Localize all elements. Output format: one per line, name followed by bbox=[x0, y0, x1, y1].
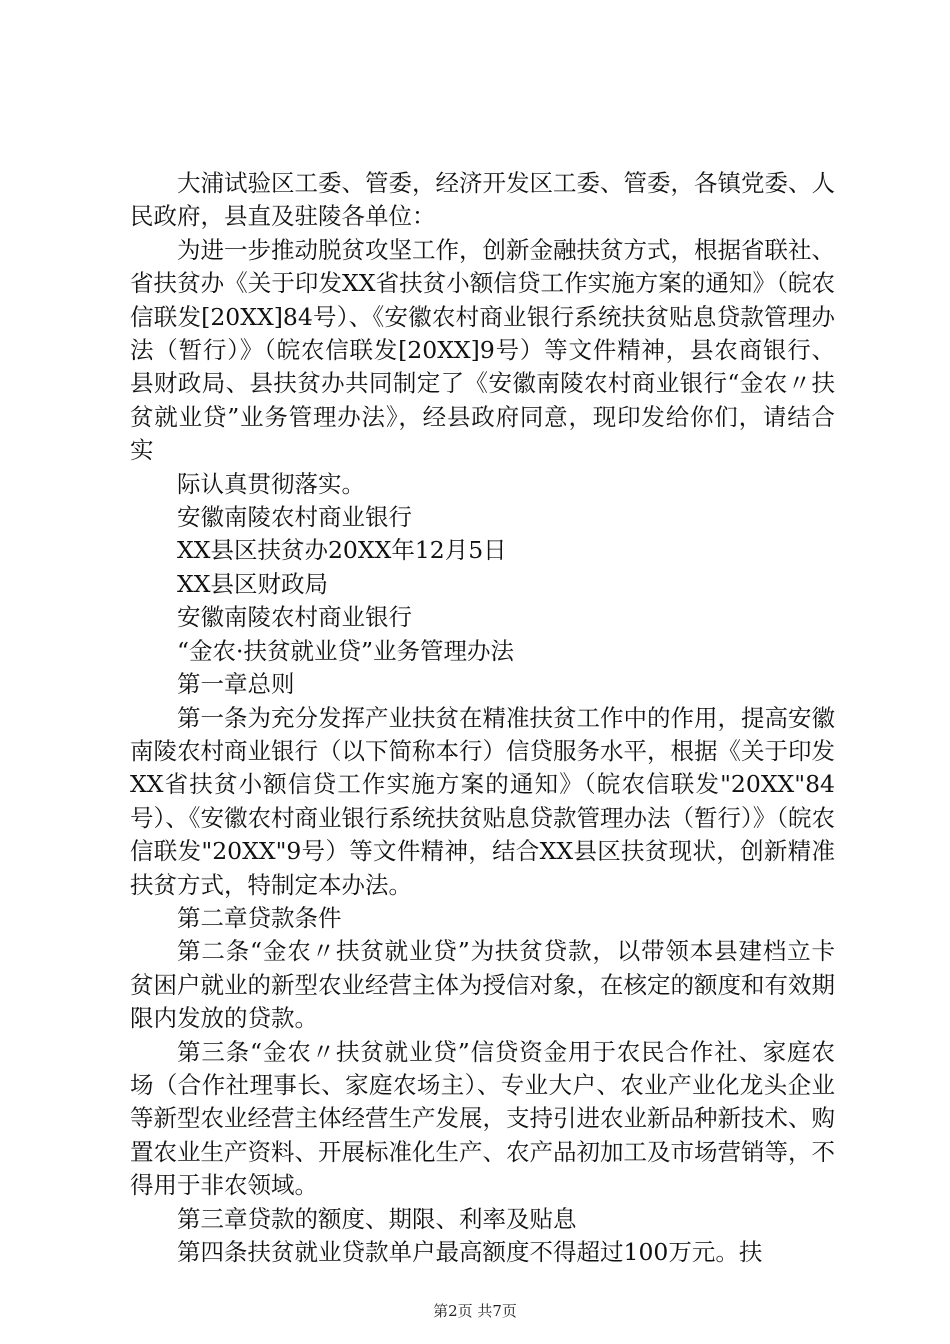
paragraph-implement: 际认真贯彻落实。 bbox=[177, 469, 365, 498]
article-paragraph: 第三条“金农〃扶贫就业贷”信贷资金用于农民合作社、家庭农场（合作社理事长、家庭农场主）、专业大户、农业产业化龙头企业等新型农业经营主体经营生产发展，支持引进农业新品种新技术、购置农业生产资料、开展标准化生产、农产品初加工及市场营销等，不得用于非农领域。 bbox=[130, 1037, 835, 1200]
article-paragraph: 第一条为充分发挥产业扶贫在精准扶贫工作中的作用，提高安徽南陵农村商业银行（以下简称本行）信贷服务水平，根据《关于印发XX省扶贫小额信贷工作实施方案的通知》（皖农信联发"20XX"84号）、《安徽农村商业银行系统扶贫贴息贷款管理办法（暂行）》（皖农信联发"20XX"9号）等文件精神，结合XX县区扶贫现状，创新精准扶贫方式，特制定本办法。 bbox=[130, 703, 835, 899]
article-paragraph: 第四条扶贫就业贷款单户最高额度不得超过100万元。扶 bbox=[177, 1238, 763, 1266]
document-title: “金农·扶贫就业贷”业务管理办法 bbox=[177, 636, 514, 665]
signature-finance-bureau: XX县区财政局 bbox=[177, 569, 328, 598]
article-paragraph: 第二条“金农〃扶贫就业贷”为扶贫贷款，以带领本县建档立卡贫困户就业的新型农业经营主体为授信对象，在核定的额度和有效期限内发放的贷款。 bbox=[130, 937, 835, 1033]
signature-poverty-office: XX县区扶贫办20XX年12月5日 bbox=[177, 536, 507, 565]
paragraph-salutation: 大浦试验区工委、管委，经济开发区工委、管委，各镇党委、人民政府，县直及驻陵各单位： bbox=[130, 169, 835, 231]
chapter-heading: 第三章贷款的额度、期限、利率及贴息 bbox=[177, 1204, 577, 1233]
document-body bbox=[130, 167, 835, 1269]
signature-bank: 安徽南陵农村商业银行 bbox=[177, 503, 412, 532]
bank-name: 安徽南陵农村商业银行 bbox=[177, 603, 412, 632]
paragraph-intro: 为进一步推动脱贫攻坚工作，创新金融扶贫方式，根据省联社、省扶贫办《关于印发XX省扶贫小额信贷工作实施方案的通知》（皖农信联发[20XX]84号）、《安徽农村商业银行系统扶贫贴息贷款管理办法（暂行）》（皖农信联发[20XX]9号）等文件精神，县农商银行、县财政局、县扶贫办共同制定了《安徽南陵农村商业银行“金农〃扶贫就业贷”业务管理办法》，经县政府同意，现印发给你们，请结合实 bbox=[130, 235, 835, 465]
chapter-heading: 第二章贷款条件 bbox=[177, 903, 342, 932]
chapter-heading: 第一章总则 bbox=[177, 670, 295, 699]
page-number: 第2页 共7页 bbox=[433, 1302, 517, 1320]
